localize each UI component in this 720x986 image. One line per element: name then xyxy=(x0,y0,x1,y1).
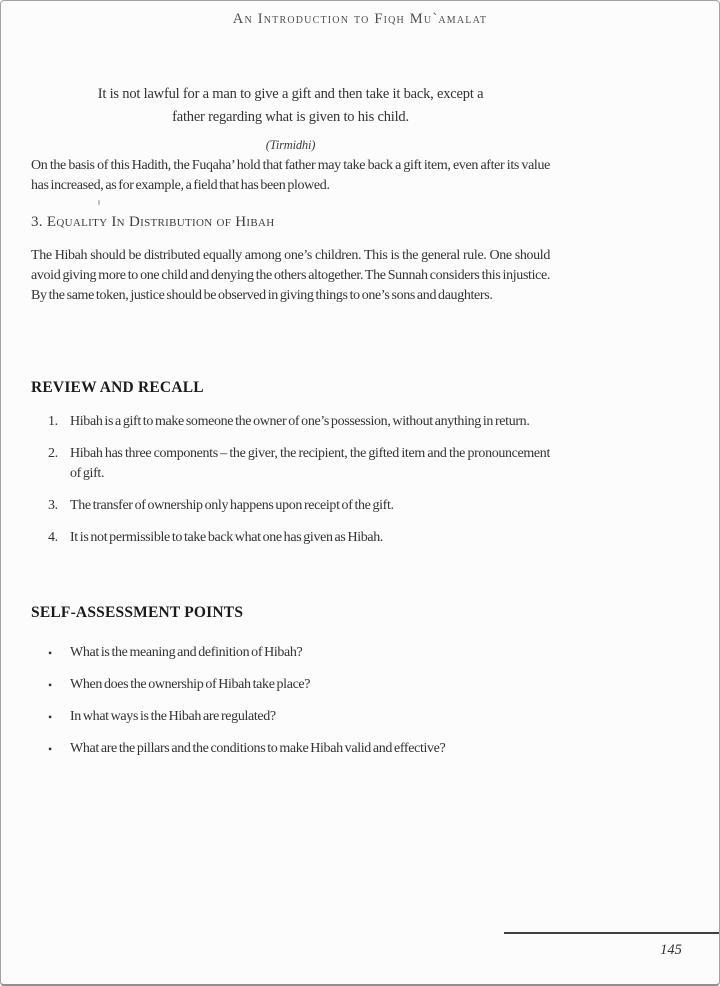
bullet-item-text: What is the meaning and definition of Hibah? xyxy=(70,645,303,660)
list-item-text: Hibah has three components – the giver, the recipient, the gifted item and the pronouncement of gift. xyxy=(70,446,550,481)
review-and-recall-list xyxy=(31,412,550,560)
list-item-text: It is not permissible to take back what one has given as Hibah. xyxy=(70,530,384,545)
bullet-list-item xyxy=(31,675,550,695)
bullet-icon: • xyxy=(48,646,52,660)
running-header-title: An Introduction to Fiqh Mu`amalat xyxy=(232,11,488,27)
numbered-list-item xyxy=(31,412,550,432)
bullet-icon: • xyxy=(48,678,52,692)
bullet-list-item xyxy=(31,643,550,663)
bullet-list-item xyxy=(31,707,550,727)
bullet-icon: • xyxy=(48,742,52,756)
list-item-number: 3. xyxy=(48,498,58,513)
list-item-text: The transfer of ownership only happens upon receipt of the gift. xyxy=(70,498,394,513)
self-assessment-points-heading: SELF-ASSESSMENT POINTS xyxy=(31,604,244,621)
numbered-list-item xyxy=(31,444,550,484)
hadith-quote-block xyxy=(31,83,550,157)
self-assessment-points-list xyxy=(31,643,550,771)
page-number: 145 xyxy=(660,942,682,958)
bullet-item-text: What are the pillars and the conditions to make Hibah valid and effective? xyxy=(70,741,446,756)
list-item-number: 2. xyxy=(48,446,58,461)
hadith-quote-line-1: It is not lawful for a man to give a gift and then take it back, except a xyxy=(97,86,484,102)
footer-rule xyxy=(504,932,719,934)
list-item-number: 1. xyxy=(48,414,58,429)
scan-speck-artifact xyxy=(98,200,100,205)
hadith-attribution: (Tirmidhi) xyxy=(265,138,316,152)
paragraph-hadith-basis: On the basis of this Hadith, the Fuqaha’ hold that father may take back a gift item, even after its value has increased, as for example, a field that has been plowed. xyxy=(31,158,550,193)
bullet-list-item xyxy=(31,739,550,759)
numbered-list-item xyxy=(31,496,550,516)
numbered-list-item xyxy=(31,528,550,548)
hadith-quote-line-2: father regarding what is given to his child. xyxy=(172,109,409,125)
section-heading-equality-in-distribution: 3. Equality In Distribution of Hibah xyxy=(31,214,275,230)
paragraph-equality-rule: The Hibah should be distributed equally among one’s children. This is the general rule. One should avoid giving more to one child and denying the others altogether. The Sunnah considers this injustice. By the same token, justice should be observed in giving things to one’s sons and daughters. xyxy=(31,248,550,303)
list-item-text: Hibah is a gift to make someone the owner of one’s possession, without anything in return. xyxy=(70,414,530,429)
review-and-recall-heading: REVIEW AND RECALL xyxy=(31,379,204,396)
bullet-item-text: When does the ownership of Hibah take place? xyxy=(70,677,311,692)
bullet-item-text: In what ways is the Hibah are regulated? xyxy=(70,709,276,724)
list-item-number: 4. xyxy=(48,530,58,545)
bullet-icon: • xyxy=(48,710,52,724)
